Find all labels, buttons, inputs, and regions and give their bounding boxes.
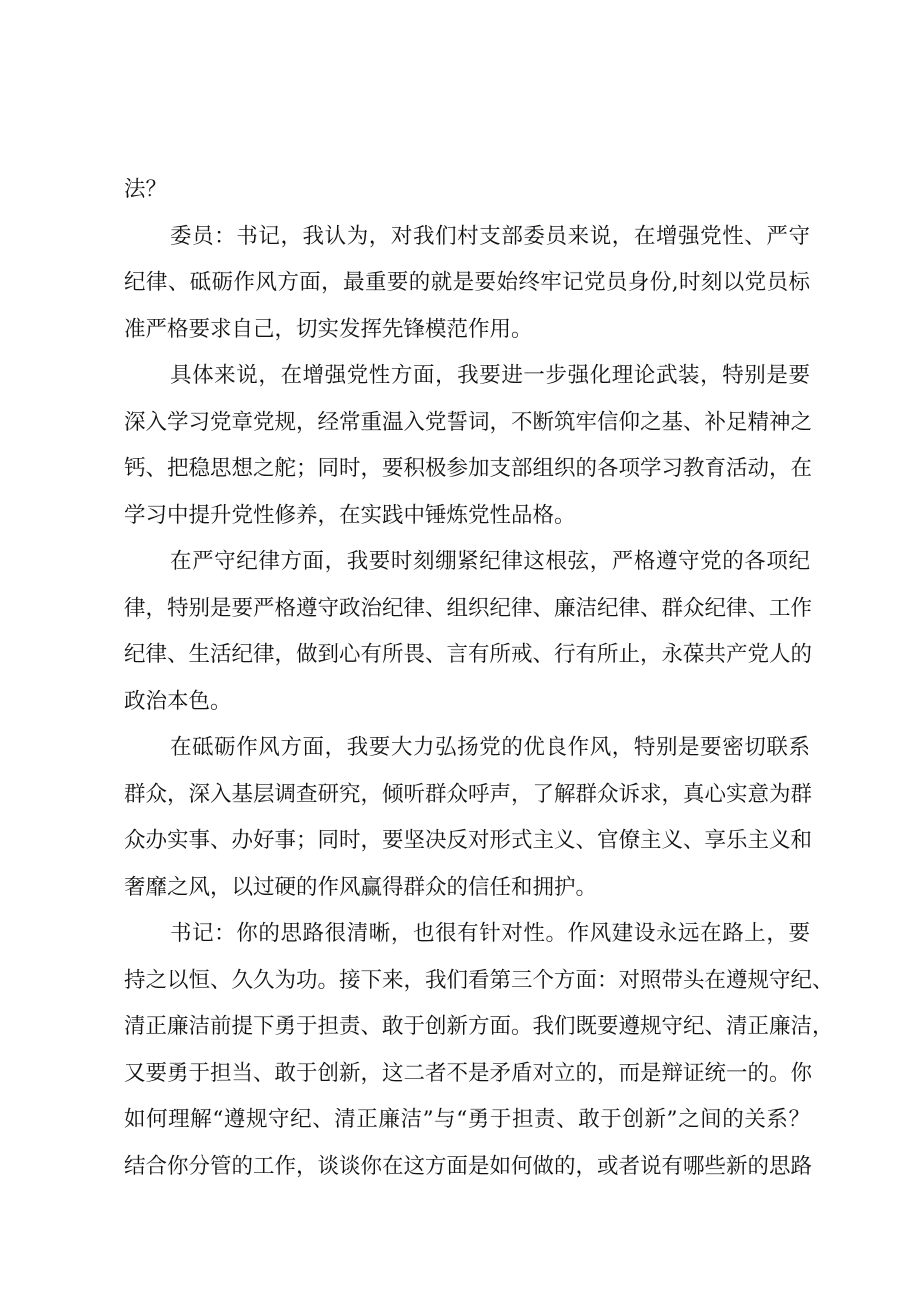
text-line: 纪律、砥砺作风方面，最重要的就是要始终牢记党员身份,时刻以党员标	[124, 270, 810, 295]
paragraph-first-line: 委员：书记，我认为，对我们村支部委员来说，在增强党性、严守	[170, 223, 810, 249]
text-line: 结合你分管的工作，谈谈你在这方面是如何做的，或者说有哪些新的思路	[124, 1153, 813, 1179]
paragraph-last-line: 学习中提升党性修养，在实践中锤炼党性品格。	[124, 502, 576, 528]
text-line: 持之以恒、久久为功。接下来，我们看第三个方面：对照带头在遵规守纪、	[124, 967, 834, 993]
text-line: 众办实事、办好事；同时，要坚决反对形式主义、官僚主义、享乐主义和	[124, 828, 813, 853]
text-line: 纪律、生活纪律，做到心有所畏、言有所戒、行有所止，永葆共产党人的	[124, 642, 813, 667]
text-line: 律，特别是要严格遵守政治纪律、组织纪律、廉洁纪律、群众纪律、工作	[124, 595, 813, 621]
text-line: 清正廉洁前提下勇于担责、敢于创新方面。我们既要遵规守纪、清正廉洁，	[124, 1014, 834, 1039]
paragraph-first-line: 在严守纪律方面，我要时刻绷紧纪律这根弦，严格遵守党的各项纪	[170, 549, 810, 574]
text-line: 如何理解“遵规守纪、清正廉洁”与“勇于担责、敢于创新”之间的关系？	[124, 1107, 810, 1132]
text-line: 群众，深入基层调查研究，倾听群众呼声，了解群众诉求，真心实意为群	[124, 781, 813, 807]
paragraph-last-line: 政治本色。	[124, 688, 232, 714]
document-body	[124, 167, 834, 1190]
text-line: 深入学习党章党规，经常重温入党誓词，不断筑牢信仰之基、补足精神之	[124, 409, 813, 435]
paragraph-first-line: 书记：你的思路很清晰，也很有针对性。作风建设永远在路上，要	[170, 921, 810, 946]
paragraph-first-line: 具体来说，在增强党性方面，我要进一步强化理论武装，特别是要	[170, 363, 810, 388]
text-line: 法？	[124, 177, 168, 202]
paragraph-last-line: 准严格要求自己，切实发挥先锋模范作用。	[124, 316, 533, 342]
paragraph-last-line: 奢靡之风，以过硬的作风赢得群众的信任和拥护。	[124, 874, 598, 900]
text-line: 又要勇于担当、敢于创新，这二者不是矛盾对立的，而是辩证统一的。你	[124, 1060, 813, 1086]
paragraph-first-line: 在砥砺作风方面，我要大力弘扬党的优良作风，特别是要密切联系	[170, 735, 810, 760]
text-line: 钙、把稳思想之舵；同时，要积极参加支部组织的各项学习教育活动，在	[124, 456, 813, 481]
